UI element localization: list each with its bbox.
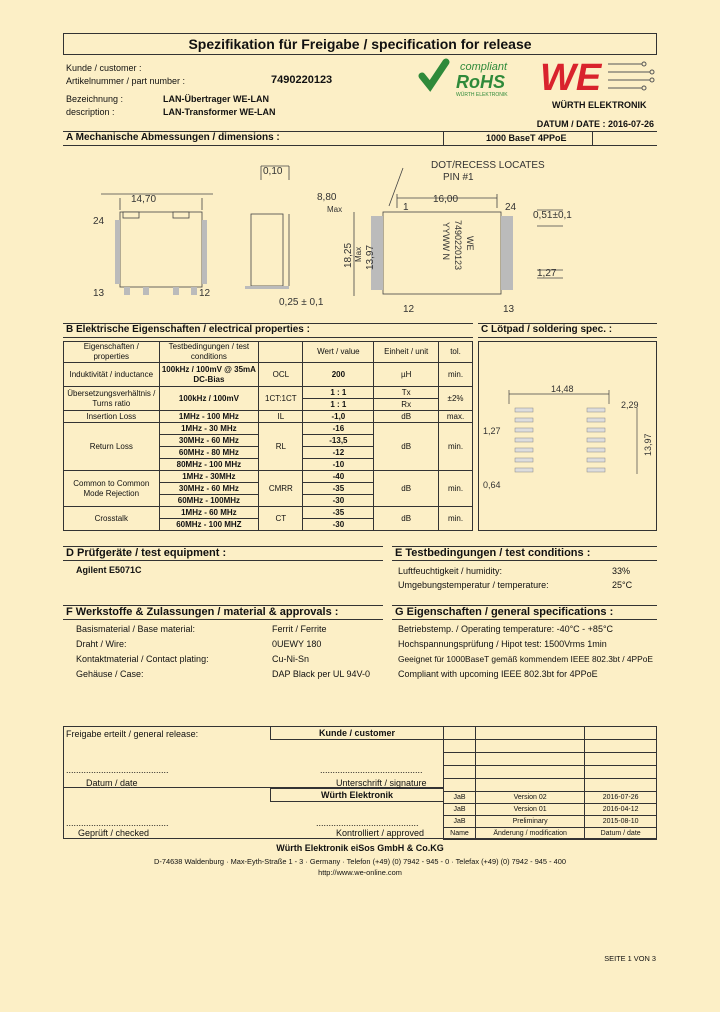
test-equipment: Agilent E5071C [76,565,142,575]
label-pin24: 24 [93,216,105,227]
section-a-tag: 1000 BaseT 4PPoE [486,133,567,143]
rl-name: Return Loss [64,423,160,471]
temperature-label: Umgebungstemperatur / temperature: [398,580,549,590]
section-a-heading: A Mechanische Abmessungen / dimensions : [66,132,280,143]
section-b-heading: B Elektrische Eigenschaften / electrical properties : [66,324,310,335]
rl-sym: RL [259,423,303,471]
rl-cond-1: 1MHz - 30 MHz [159,423,259,435]
turns-value-tx: 1 : 1 [303,387,374,399]
dim-width-1600: 16,00 [433,194,459,205]
material-value-4: DAP Black per UL 94V-0 [272,669,371,679]
material-label-4: Gehäuse / Case: [76,669,144,679]
designation: LAN-Übertrager WE-LAN [163,94,270,104]
part-number: 7490220123 [271,74,333,86]
company-url[interactable]: http://www.we-online.com [318,868,402,877]
ct-value-2: -30 [303,519,374,531]
history-name-2: JaB [444,804,476,816]
package-top-view [120,212,202,287]
material-label-2: Draht / Wire: [76,639,127,649]
cm-unit: dB [374,471,439,507]
cm-value-1: -40 [303,471,374,483]
turns-cond: 100kHz / 100mV [159,387,259,411]
checked-dots: ......................................... [66,818,169,828]
marking-date: YYWW N [441,222,451,260]
page-number: SEITE 1 VON 3 [604,954,656,963]
turns-value-rx: 1 : 1 [303,399,374,411]
history-date-3: 2015-08-10 [585,816,657,828]
solder-width: 14,48 [551,384,574,394]
material-label-3: Kontaktmaterial / Contact plating: [76,654,209,664]
rl-value-4: -10 [303,459,374,471]
we-brand-text: WÜRTH ELEKTRONIK [552,100,647,110]
dim-lead: 0,51±0,1 [533,210,572,221]
cm-cond-3: 60MHz - 100MHz [159,495,259,507]
history-name-3: JaB [444,816,476,828]
rl-value-3: -12 [303,447,374,459]
history-table [443,726,657,840]
turns-tol: ±2% [439,387,473,411]
ct-sym: CT [259,507,303,531]
cm-value-2: -35 [303,483,374,495]
spec-line-2: Hochspannungsprüfung / Hipot test: 1500Vrms 1min [398,639,607,649]
mechanical-drawing [63,150,657,322]
checked-label: Geprüft / checked [78,828,150,838]
rl-value-1: -16 [303,423,374,435]
package-side-view [251,214,283,286]
inductance-value: 200 [303,363,374,387]
note-dot-recess: DOT/RECESS LOCATES [431,160,545,171]
history-date-2: 2016-04-12 [585,804,657,816]
material-value-2: 0UEWY 180 [272,639,322,649]
rl-cond-4: 80MHz - 100 MHz [159,459,259,471]
rohs-sub-text: WÜRTH ELEKTRONIK [456,92,508,98]
signature-label: Unterschrift / signature [336,778,427,788]
approved-dots: ......................................... [316,818,419,828]
cm-tol: min. [439,471,473,507]
solder-height: 13,97 [643,433,653,456]
label-pin13: 13 [93,288,105,299]
dim-pitch-127: 1,27 [537,268,557,279]
il-value: -1,0 [303,411,374,423]
dim-pitch: 0,25 ± 0,1 [279,297,324,308]
dim-max-2: Max [354,246,363,262]
marking-we: WE [465,236,475,251]
cm-cond-2: 30MHz - 60 MHz [159,483,259,495]
cm-value-3: -30 [303,495,374,507]
material-label-1: Basismaterial / Base material: [76,624,196,634]
ct-unit: dB [374,507,439,531]
col-unit: Einheit / unit [374,342,439,363]
label-pin12: 12 [199,288,211,299]
section-e-heading: E Testbedingungen / test conditions : [395,547,591,559]
note-pin1: PIN #1 [443,172,474,183]
turns-unit-rx: Rx [374,399,439,411]
release-label: Freigabe erteilt / general release: [66,729,199,739]
spec-line-4: Compliant with upcoming IEEE 802.3bt for 4PPoE [398,669,598,679]
date-label: Datum / date [86,778,138,788]
release-date: DATUM / DATE : 2016-07-26 [536,119,654,129]
inductance-name: Induktivität / inductance [64,363,160,387]
history-row [444,792,657,804]
solder-a: 2,29 [621,400,639,410]
material-value-1: Ferrit / Ferrite [272,624,327,634]
dim-height-1397: 13,97 [365,244,376,270]
dim-width-1470: 14,70 [131,194,157,205]
history-col-mod: Änderung / modification [475,828,584,840]
description-label: description : [66,107,115,117]
cm-sym: CMRR [259,471,303,507]
turns-unit-tx: Tx [374,387,439,399]
inductance-sym: OCL [259,363,303,387]
history-mod-3: Preliminary [475,816,584,828]
history-row [444,804,657,816]
inductance-cond: 100kHz / 100mV @ 35mA DC-Bias [159,363,259,387]
ct-cond-1: 1MHz - 60 MHz [159,507,259,519]
il-name: Insertion Loss [64,411,160,423]
history-mod-2: Version 01 [475,804,584,816]
col-properties: Eigenschaften / properties [64,342,160,363]
cm-name: Common to Common Mode Rejection [64,471,160,507]
designation-label: Bezeichnung : [66,94,124,104]
solder-b: 1,27 [483,426,501,436]
electrical-table [63,341,473,531]
section-d-heading: D Prüfgeräte / test equipment : [66,547,227,559]
material-value-3: Cu-Ni-Sn [272,654,310,664]
spec-line-1: Betriebstemp. / Operating temperature: -40°C - +85°C [398,624,614,634]
label-pin12-b: 12 [403,304,415,315]
humidity-label: Luftfeuchtigkeit / humidity: [398,566,503,576]
section-c-heading: C Lötpad / soldering spec. : [481,324,613,335]
history-col-date: Datum / date [585,828,657,840]
page-title: Spezifikation für Freigabe / specification for release [188,36,532,52]
description: LAN-Transformer WE-LAN [163,107,276,117]
ct-tol: min. [439,507,473,531]
il-cond: 1MHz - 100 MHz [159,411,259,423]
signature-dots: ......................................... [320,765,423,775]
temperature-value: 25°C [612,580,633,590]
customer-label: Kunde / customer : [66,63,142,73]
col-symbol [259,342,303,363]
section-f-heading: F Werkstoffe & Zulassungen / material & approvals : [66,606,339,618]
dim-height-1825: 18,25 [343,242,354,268]
rl-value-2: -13,5 [303,435,374,447]
cm-cond-1: 1MHz - 30MHz [159,471,259,483]
solder-c: 0,64 [483,480,501,490]
section-g-heading: G Eigenschaften / general specifications : [395,606,614,618]
spec-line-3: Geeignet für 1000BaseT gemäß kommendem IEEE 802.3bt / 4PPoE [398,654,653,664]
col-value: Wert / value [303,342,374,363]
label-pin1: 1 [403,202,409,213]
customer-header: Kunde / customer [318,728,395,738]
marking-part: 7490220123 [453,220,463,271]
dim-height-880: 8,80 [317,192,337,203]
label-pin24-b: 24 [505,202,517,213]
turns-name: Übersetzungsverhältnis / Turns ratio [64,387,160,411]
rohs-logo [418,58,530,98]
we-logo [538,56,658,112]
rohs-text: RoHS [456,72,505,92]
rohs-compliant-text: compliant [460,61,508,73]
history-col-name: Name [444,828,476,840]
history-mod-1: Version 02 [475,792,584,804]
label-pin13-b: 13 [503,304,515,315]
turns-sym: 1CT:1CT [259,387,303,411]
rl-cond-2: 30MHz - 60 MHz [159,435,259,447]
rl-tol: min. [439,423,473,471]
we-header: Würth Elektronik [320,790,393,800]
company-name: Würth Elektronik eiSos GmbH & Co.KG [276,843,444,853]
rl-cond-3: 60MHz - 80 MHz [159,447,259,459]
ct-name: Crosstalk [64,507,160,531]
il-tol: max. [439,411,473,423]
dim-flatness: 0,10 [263,166,283,177]
date-dots: ......................................... [66,765,169,775]
ct-value-1: -35 [303,507,374,519]
soldering-drawing [479,342,656,530]
approved-label: Kontrolliert / approved [336,828,425,838]
rl-unit: dB [374,423,439,471]
humidity-value: 33% [612,566,631,576]
col-conditions: Testbedingungen / test conditions [159,342,259,363]
history-date-1: 2016-07-26 [585,792,657,804]
inductance-tol: min. [439,363,473,387]
inductance-unit: µH [374,363,439,387]
part-number-label: Artikelnummer / part number : [66,76,186,86]
history-name-1: JaB [444,792,476,804]
il-sym: IL [259,411,303,423]
history-row [444,816,657,828]
dim-max: Max [327,205,343,214]
il-unit: dB [374,411,439,423]
company-address: D-74638 Waldenburg · Max-Eyth-Straße 1 - 3 · Germany · Telefon (+49) (0) 7942 - 945 - 0 · Telefax (+49) (0) 7942 - 945 - 400 [154,857,566,866]
col-tol: tol. [439,342,473,363]
ct-cond-2: 60MHz - 100 MHZ [159,519,259,531]
we-logo-text: WE [540,57,602,99]
